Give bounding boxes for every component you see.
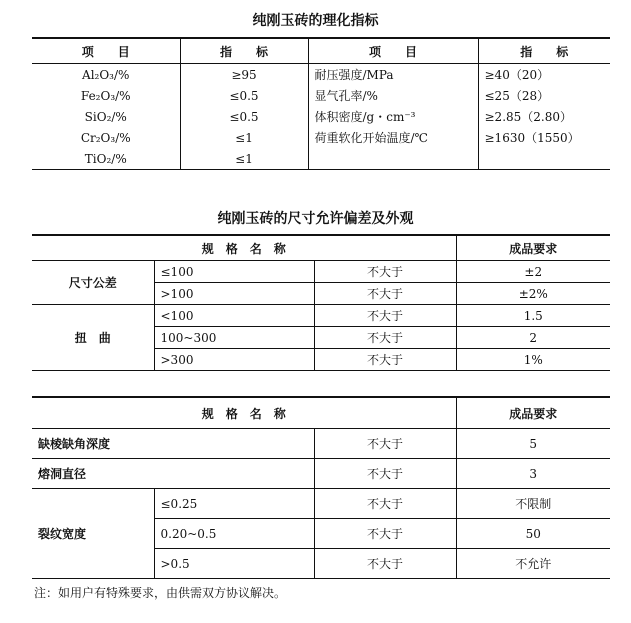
range-cell: >100: [154, 283, 314, 305]
item-cell: 显气孔率/%: [308, 85, 478, 106]
table-row: [32, 429, 610, 459]
header-spec: 规 格 名 称: [32, 235, 456, 261]
item-cell: 耐压强度/MPa: [308, 64, 478, 86]
item-label: 熔洞直径: [32, 459, 314, 489]
value-cell: ≤1: [180, 148, 308, 170]
tolerance-table: [32, 234, 610, 371]
table-row: [32, 127, 610, 148]
requirement-cell: 5: [456, 429, 610, 459]
physicochemical-table: [32, 37, 610, 170]
range-cell: ≤100: [154, 261, 314, 283]
condition-cell: 不大于: [314, 349, 456, 371]
header-item: 项 目: [32, 38, 180, 64]
condition-cell: 不大于: [314, 305, 456, 327]
group-label: 尺寸公差: [32, 261, 154, 305]
table-header-row: [32, 38, 610, 64]
condition-cell: 不大于: [314, 283, 456, 305]
appearance-table: [32, 396, 610, 579]
table2-title: 纯刚玉砖的尺寸允许偏差及外观: [217, 211, 414, 227]
requirement-cell: 50: [456, 519, 610, 549]
range-cell: >0.5: [154, 549, 314, 579]
requirement-cell: 不限制: [456, 489, 610, 519]
requirement-cell: ±2: [456, 261, 610, 283]
table-row: [32, 459, 610, 489]
table-row: [32, 106, 610, 127]
value-cell: ≤25（28）: [478, 85, 610, 106]
item-cell: [308, 148, 478, 170]
requirement-cell: 3: [456, 459, 610, 489]
value-cell: ≤0.5: [180, 85, 308, 106]
range-cell: >300: [154, 349, 314, 371]
requirement-cell: 不允许: [456, 549, 610, 579]
condition-cell: 不大于: [314, 327, 456, 349]
table-row: [32, 261, 610, 283]
condition-cell: 不大于: [314, 549, 456, 579]
range-cell: ≤0.25: [154, 489, 314, 519]
range-cell: 0.20~0.5: [154, 519, 314, 549]
value-cell: ≤1: [180, 127, 308, 148]
header-index: 指 标: [478, 38, 610, 64]
header-spec: 规 格 名 称: [32, 397, 456, 429]
value-cell: [478, 148, 610, 170]
item-cell: 体积密度/g・cm⁻³: [308, 106, 478, 127]
footnote: 注：如用户有特殊要求，由供需双方协议解决。: [34, 586, 287, 600]
item-cell: Al₂O₃/%: [82, 67, 130, 82]
value-cell: ≥95: [180, 64, 308, 86]
condition-cell: 不大于: [314, 519, 456, 549]
range-cell: <100: [154, 305, 314, 327]
header-requirement: 成品要求: [456, 235, 610, 261]
condition-cell: 不大于: [314, 429, 456, 459]
condition-cell: 不大于: [314, 489, 456, 519]
item-label: 缺棱缺角深度: [32, 429, 314, 459]
item-cell: TiO₂/%: [84, 151, 127, 166]
requirement-cell: ±2%: [456, 283, 610, 305]
group-label: 裂纹宽度: [32, 489, 154, 579]
item-cell: SiO₂/%: [84, 109, 127, 124]
group-label: 扭 曲: [32, 305, 154, 371]
value-cell: ≤0.5: [180, 106, 308, 127]
table-header-row: [32, 235, 610, 261]
requirement-cell: 1%: [456, 349, 610, 371]
table-row: [32, 64, 610, 86]
range-cell: 100~300: [154, 327, 314, 349]
value-cell: ≥1630（1550）: [478, 127, 610, 148]
table-row: [32, 85, 610, 106]
requirement-cell: 1.5: [456, 305, 610, 327]
table-header-row: [32, 397, 610, 429]
value-cell: ≥40（20）: [478, 64, 610, 86]
requirement-cell: 2: [456, 327, 610, 349]
table1-title: 纯刚玉砖的理化指标: [252, 13, 379, 29]
header-requirement: 成品要求: [456, 397, 610, 429]
table-row: [32, 148, 610, 170]
item-cell: 荷重软化开始温度/℃: [308, 127, 478, 148]
item-cell: Fe₂O₃/%: [80, 88, 131, 103]
table-row: [32, 305, 610, 327]
condition-cell: 不大于: [314, 459, 456, 489]
header-index: 指 标: [180, 38, 308, 64]
value-cell: ≥2.85（2.80）: [478, 106, 610, 127]
table-row: [32, 489, 610, 519]
item-cell: Cr₂O₃/%: [80, 130, 131, 145]
header-item: 项 目: [308, 38, 478, 64]
condition-cell: 不大于: [314, 261, 456, 283]
